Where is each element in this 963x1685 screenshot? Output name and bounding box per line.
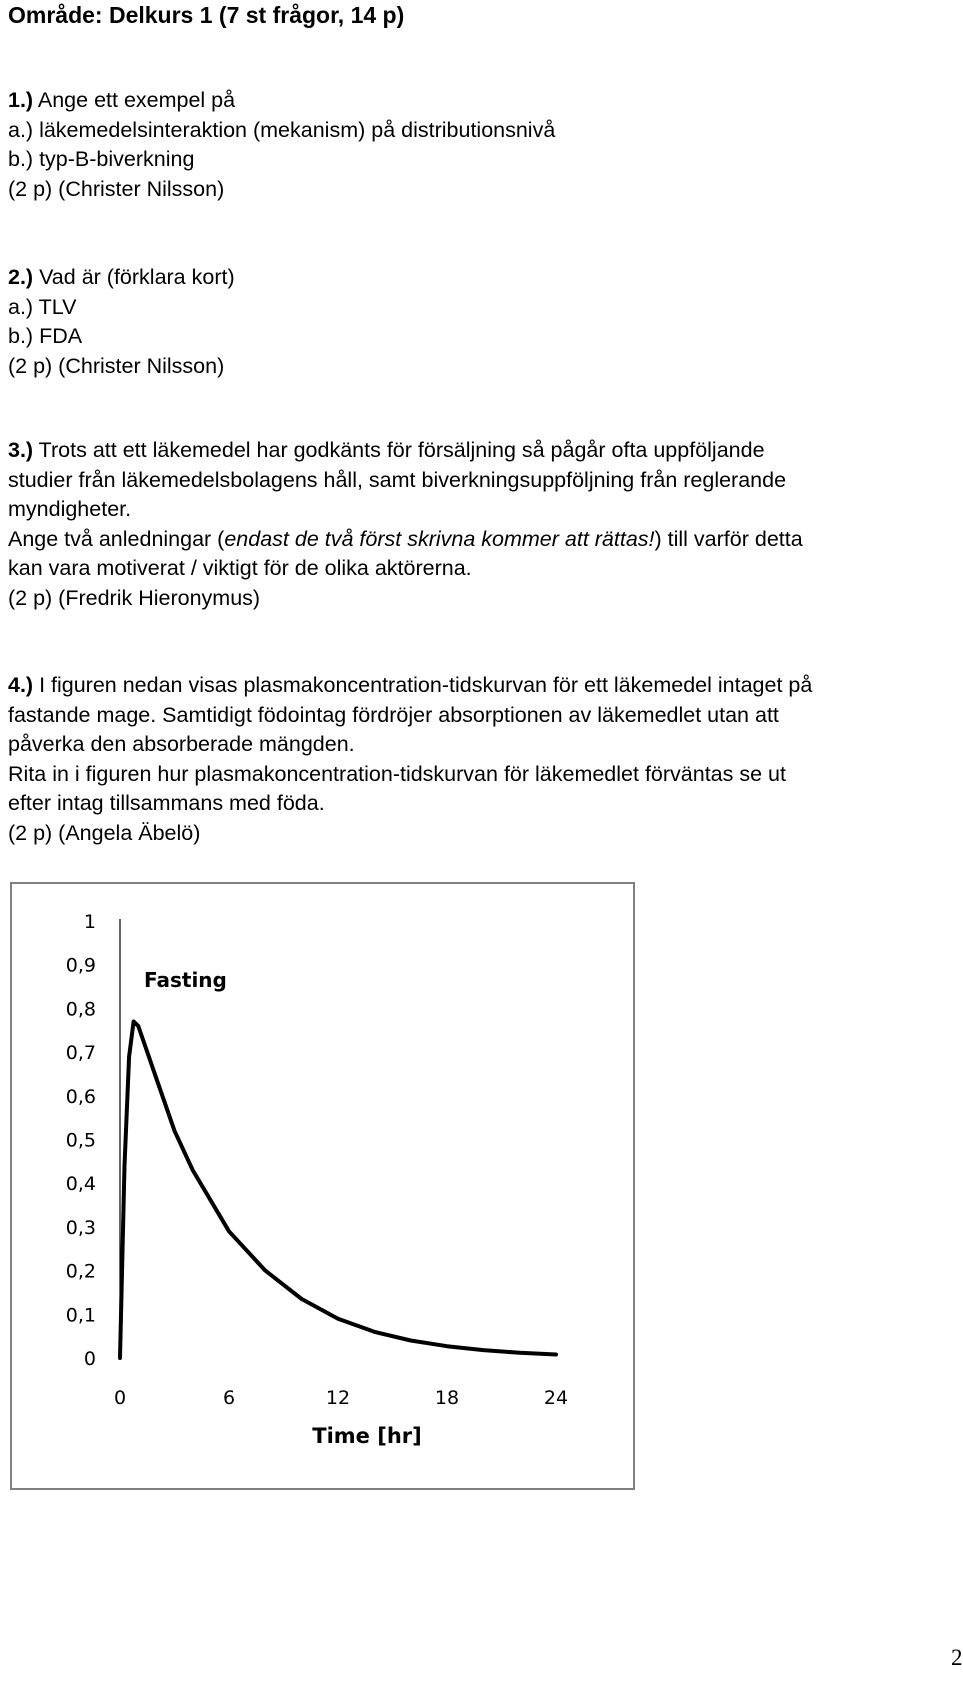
x-tick-label: 18 (434, 1387, 460, 1409)
question-1-number: 1.) (8, 88, 34, 112)
fasting-curve (120, 1022, 556, 1359)
question-3 (8, 436, 803, 613)
y-tick-labels (66, 911, 96, 1370)
fasting-annotation: Fasting (144, 968, 227, 992)
x-tick-labels (114, 1387, 568, 1409)
question-4-line: efter intag tillsammans med föda. (8, 791, 325, 815)
question-3-line: kan vara motiverat / viktigt för de olika aktörerna. (8, 556, 472, 580)
question-1-line: (2 p) (Christer Nilsson) (8, 176, 225, 201)
question-4 (8, 671, 812, 848)
chart-frame (10, 882, 635, 1490)
question-3-line: studier från läkemedelsbolagens håll, samt biverkningsuppföljning från reglerande (8, 467, 787, 492)
question-1-line: b.) typ-B-biverkning (8, 147, 195, 171)
question-4-line: 4.) I figuren nedan visas plasmakoncentration-tidskurvan för ett läkemedel intaget på (8, 673, 813, 697)
question-4-line: Rita in i figuren hur plasmakoncentration-tidskurvan för läkemedlet förväntas se ut (8, 761, 786, 786)
y-tick-label: 0,1 (65, 1304, 96, 1327)
concentration-time-chart (12, 884, 633, 1488)
x-tick-label: 0 (113, 1387, 127, 1409)
question-3-line: (2 p) (Fredrik Hieronymus) (8, 585, 261, 610)
question-4-line: (2 p) (Angela Äbelö) (8, 820, 201, 845)
y-tick-label: 0,8 (65, 998, 96, 1021)
x-axis-label: Time [hr] (312, 1424, 422, 1448)
question-2-line: b.) FDA (8, 324, 83, 348)
question-2 (8, 263, 235, 381)
question-3-emphasis: endast de två först skrivna kommer att rättas! (224, 526, 655, 551)
question-2-line: a.) TLV (8, 294, 77, 319)
y-tick-label: 0 (83, 1348, 96, 1370)
x-tick-label: 6 (222, 1387, 236, 1409)
x-tick-label: 24 (543, 1387, 569, 1409)
question-4-line: fastande mage. Samtidigt födointag fördröjer absorptionen av läkemedlet utan att (8, 702, 779, 727)
question-3-number: 3.) (8, 438, 34, 462)
page-heading: Område: Delkurs 1 (7 st frågor, 14 p) (8, 2, 405, 28)
question-1-line: a.) läkemedelsinteraktion (mekanism) på distributionsnivå (8, 117, 556, 142)
page-number: 2 (951, 1645, 963, 1670)
y-tick-label: 0,3 (65, 1216, 96, 1239)
question-4-line: påverka den absorberade mängden. (8, 732, 355, 756)
question-2-number: 2.) (8, 265, 34, 289)
y-tick-label: 0,6 (65, 1085, 96, 1108)
question-2-line: (2 p) (Christer Nilsson) (8, 353, 225, 378)
y-tick-label: 0,2 (65, 1260, 96, 1283)
y-tick-label: 0,5 (65, 1129, 96, 1152)
y-tick-label: 0,9 (65, 954, 96, 977)
question-1 (8, 86, 555, 204)
x-tick-label: 12 (325, 1387, 351, 1409)
question-3-line: myndigheter. (8, 497, 132, 521)
question-1-line: 1.) Ange ett exempel på (8, 88, 236, 112)
y-tick-label: 0,7 (65, 1042, 96, 1065)
question-3-line: 3.) Trots att ett läkemedel har godkänts för försäljning så pågår ofta uppföljande (8, 438, 765, 462)
y-tick-label: 0,4 (65, 1173, 96, 1196)
y-tick-label: 1 (83, 911, 96, 933)
question-2-line: 2.) Vad är (förklara kort) (8, 265, 235, 289)
question-3-line: Ange två anledningar (endast de två först skrivna kommer att rättas!) till varför detta (8, 526, 803, 551)
question-4-number: 4.) (8, 673, 34, 697)
